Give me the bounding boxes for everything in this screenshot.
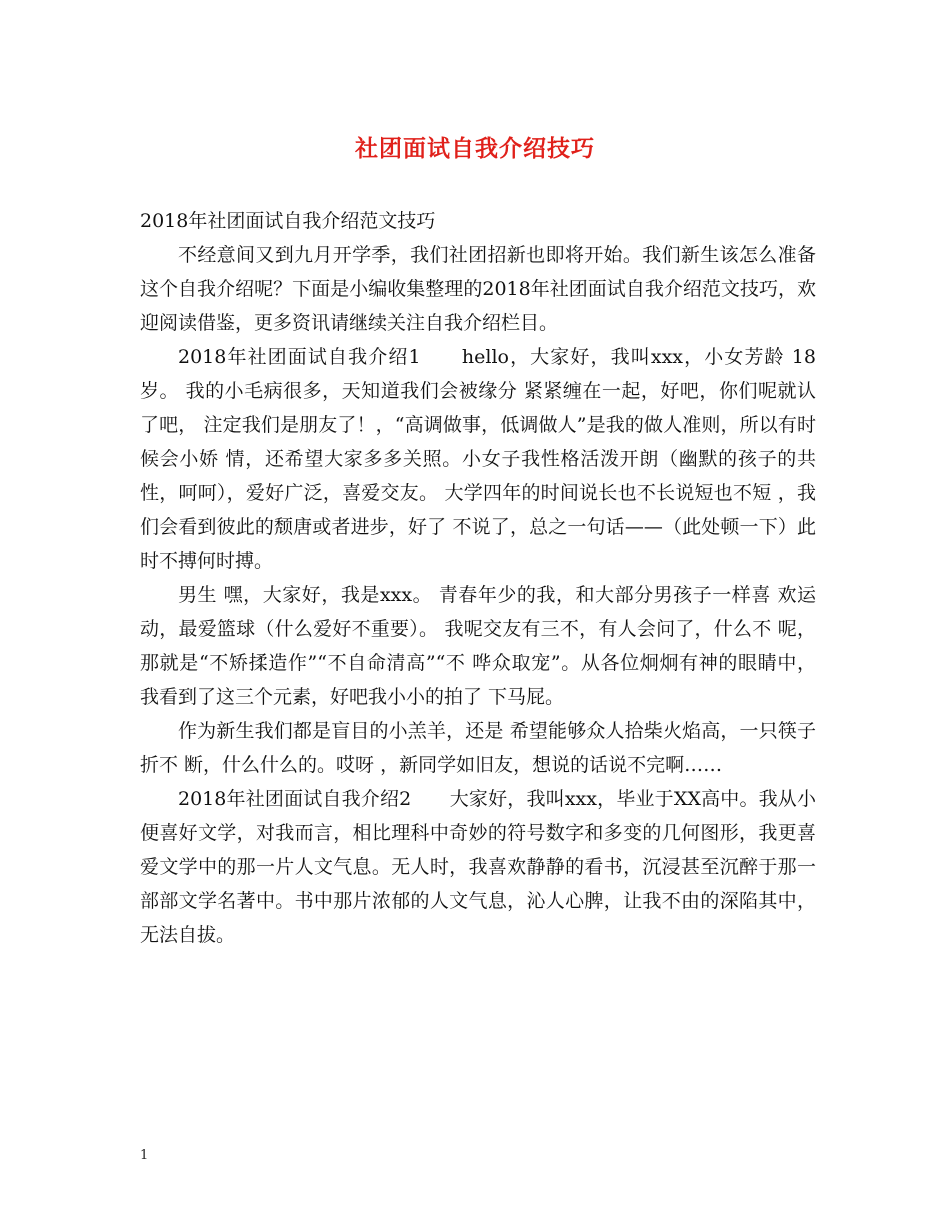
document-title: 社团面试自我介绍技巧	[355, 135, 595, 162]
intro-paragraph: 不经意间又到九月开学季，我们社团招新也即将开始。我们新生该怎么准备这个自我介绍呢？下面是小编收集整理的2018年社团面试自我介绍范文技巧，欢迎阅读借鉴，更多资讯请继续关注自我介绍栏目。	[140, 244, 816, 334]
sample-one-paragraph: 2018年社团面试自我介绍1 hello，大家好，我叫xxx，小女芳龄 18岁。 我的小毛病很多，天知道我们会被缘分 紧紧缠在一起，好吧，你们呢就认了吧， 注定我们是朋友了！，“高调做事，低调做人”是我的做人准则，所以有时候会小娇 情，还希望大家多多关照。小女子我性格活泼开朗（幽默的孩子的共 性，呵呵），爱好广泛，喜爱交友。 大学四年的时间说长也不长说短也不短 ，我们会看到彼此的颓唐或者进步，好了 不说了，总之一句话——（此处顿一下）此 时不搏何时搏。	[140, 346, 816, 572]
male-sample-paragraph: 男生 嘿，大家好，我是xxx。 青春年少的我，和大部分男孩子一样喜 欢运动，最爱篮球（什么爱好不重要）。 我呢交友有三不，有人会问了，什么不 呢，那就是“不矫揉造作”“不自命清高”“不 哗众取宠”。从各位炯炯有神的眼睛中， 我看到了这三个元素，好吧我小小的拍了 下马屁。	[140, 584, 816, 708]
document-body	[140, 204, 816, 952]
document-subtitle: 2018年社团面试自我介绍范文技巧	[140, 210, 436, 232]
freshman-paragraph: 作为新生我们都是盲目的小羔羊，还是 希望能够众人拾柴火焰高，一只筷子折不 断，什么什么的。哎呀 ，新同学如旧友，想说的话说不完啊……	[140, 720, 816, 776]
sample-two-paragraph: 2018年社团面试自我介绍2 大家好，我叫xxx，毕业于XX高中。我从小便喜好文学，对我而言，相比理科中奇妙的符号数字和多变的几何图形，我更喜爱文学中的那一片人文气息。无人时，我喜欢静静的看书，沉浸甚至沉醉于那一部部文学名著中。书中那片浓郁的人文气息，沁人心脾，让我不由的深陷其中，无法自拔。	[140, 788, 816, 946]
page-number: 1	[140, 1148, 149, 1163]
